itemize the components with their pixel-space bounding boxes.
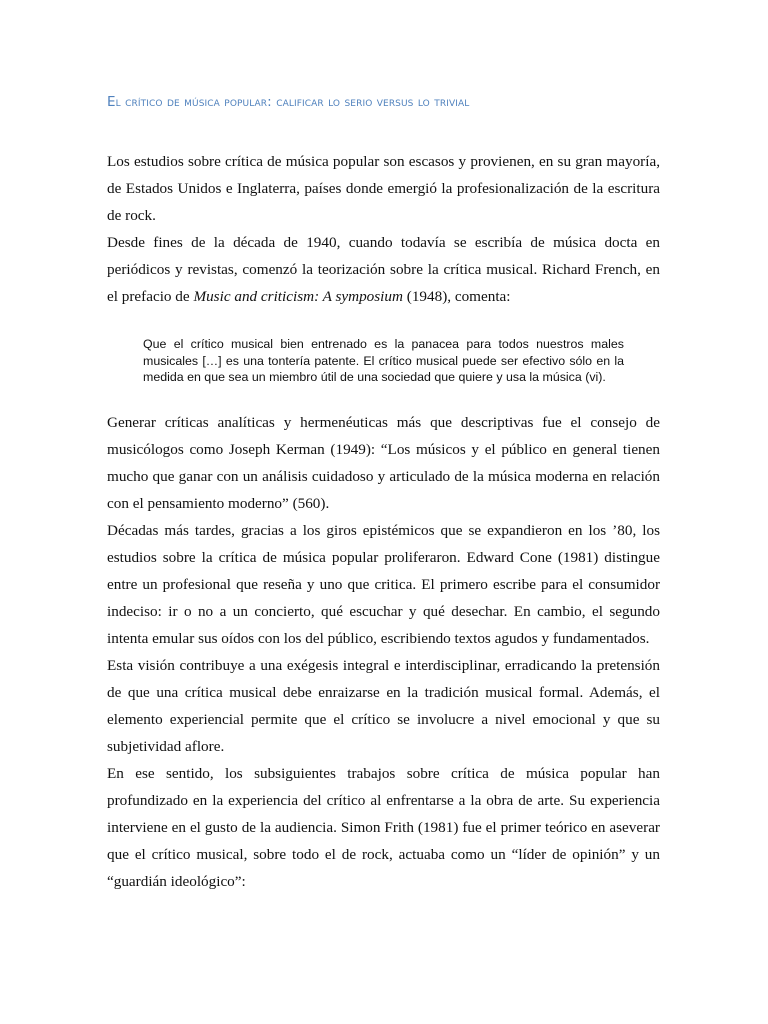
paragraph-tail: (1948), comenta: — [402, 288, 511, 305]
paragraph: Décadas más tardes, gracias a los giros epistémicos que se expandieron en los ’80, los estudios sobre la crítica de música popular proliferaron. Edward Cone (1981) distingue entre un profesional que reseña y uno que critica. El primero escribe para el consumidor indeciso: ir o no a un concierto, qué escuchar y qué desechar. En cambio, el segundo intenta emular sus oídos con los del público, escribiendo textos agudos y fundamentados. — [107, 522, 660, 647]
paragraph: En ese sentido, los subsiguientes trabajos sobre crítica de música popular han profundizado en la experiencia del crítico al enfrentarse a la obra de arte. Su experiencia interviene en el gusto de la audiencia. Simon Frith (1981) fue el primer teórico en aseverar que el crítico musical, sobre todo el de rock, actuaba como un “líder de opinión” y un “guardián ideológico”: — [107, 765, 660, 890]
paragraph-lead: Desde fines de la década de 1940, cuando todavía se escribía de música docta en periódicos y revistas, comenzó la teorización sobre la crítica musical. Richard French, en el prefacio de — [107, 234, 660, 305]
paragraph: Los estudios sobre crítica de música popular son escasos y provienen, en su gran mayoría, de Estados Unidos e Inglaterra, países donde emergió la profesionalización de la escritura de rock. — [107, 153, 660, 224]
paragraph — [107, 229, 660, 310]
cited-book-title: Music and criticism: A symposium — [193, 288, 403, 305]
section-heading: El crítico de música popular: calificar lo serio versus lo trivial — [107, 94, 470, 110]
paragraph: Generar críticas analíticas y hermenéuticas más que descriptivas fue el consejo de musicólogos como Joseph Kerman (1949): “Los músicos y el público en general tienen mucho que ganar con un análisis cuidadoso y articulado de la música moderna en relación con el pensamiento moderno” (560). — [107, 414, 660, 512]
paragraph: Esta visión contribuye a una exégesis integral e interdisciplinar, erradicando la pretensión de que una crítica musical debe enraizarse en la tradición musical formal. Además, el elemento experiencial permite que el crítico se involucre a nivel emocional y que su subjetividad aflore. — [107, 657, 660, 755]
block-quote: Que el crítico musical bien entrenado es la panacea para todos nuestros males musicales […] es una tontería patente. El crítico musical puede ser efectivo sólo en la medida en que sea un miembro útil de una sociedad que quiere y usa la música (vi). — [143, 337, 624, 384]
body-text-after-quote — [107, 409, 660, 895]
body-text-before-quote — [107, 148, 660, 310]
